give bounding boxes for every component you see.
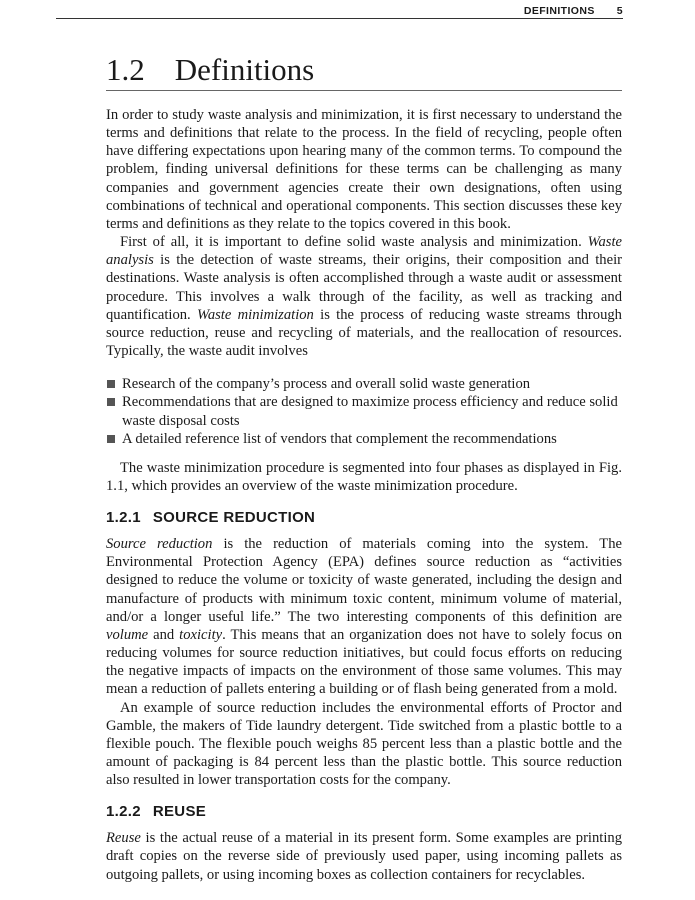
list-item-text: Research of the company’s process and overall solid waste generation — [122, 376, 531, 393]
source-reduction-paragraph-2: An example of source reduction includes the environmental efforts of Proctor and Gamble, the makers of Tide laundry detergent. Tide switched from a plastic bottle to a flexible pouch. The flexible pouch weighs 85 percent less than a plastic bottle and the amount of packaging is 84 percent less than the plastic bottle. This source reduction also resulted in lower transportation costs for the company. — [106, 699, 622, 789]
subsection-heading-source-reduction — [106, 509, 622, 527]
reuse-paragraph-1 — [106, 829, 622, 883]
intro-paragraph-3: The waste minimization procedure is segmented into four phases as displayed in Fig. 1.1, which provides an overview of the waste minimization procedure. — [106, 459, 622, 494]
square-bullet-icon — [107, 435, 115, 443]
text-run: . This means that an organization does not have to solely focus on reducing volumes for source reduction initiatives, but could focus efforts on reducing the negative impacts of impacts on the environment of those same volumes. This may mean a reduction of pallets entering a building or of flash being generated from a mold. — [106, 626, 622, 698]
page-number: 5 — [616, 5, 623, 17]
text-run: is the reduction of materials coming into the system. The Environmental Protection Agency (EPA) defines source reduction as “activities designed to reduce the volume or toxicity of waste generated, including the design and manufacture of products with minimum toxic content, minimum volume of material, and/or a longer useful life.” The two interesting components of this definition are — [106, 536, 622, 625]
subsection-number: 1.2.1 — [106, 509, 141, 527]
term-waste-minimization: Waste minimization — [197, 306, 314, 323]
source-reduction-paragraph-1 — [106, 535, 622, 698]
term-reuse: Reuse — [106, 830, 141, 847]
section-title: Definitions — [174, 52, 315, 87]
text-run: First of all, it is important to define solid waste analysis and minimization. — [120, 234, 588, 251]
term-toxicity: toxicity — [179, 626, 223, 643]
square-bullet-icon — [107, 398, 115, 406]
text-run: is the process of reducing waste streams through source reduction, reuse and recycling of materials, and the reallocation of resources. Typically, the waste audit involves — [106, 306, 622, 360]
subsection-number: 1.2.2 — [106, 803, 141, 821]
text-run: is the actual reuse of a material in its present form. Some examples are printing draft copies on the reverse side of previously used paper, using incoming pallets as outgoing pallets, or using incoming boxes as collection containers for recyclables. — [106, 830, 622, 883]
list-item-text: Recommendations that are designed to maximize process efficiency and reduce solid waste disposal costs — [122, 394, 618, 429]
subsection-title: REUSE — [152, 803, 207, 821]
list-item — [106, 375, 622, 393]
term-waste-analysis: Waste analysis — [106, 234, 622, 269]
running-title: DEFINITIONS — [523, 5, 595, 17]
term-source-reduction: Source reduction — [106, 536, 213, 553]
intro-paragraph-1: In order to study waste analysis and minimization, it is first necessary to understand the terms and definitions that relate to the process. In the field of recycling, people often have differing expectations upon hearing many of the common terms. To compound the problem, finding universal definitions for these terms can be challenging as many companies and government agencies create their own designations, often using combinations of technical and operational components. This section discusses these key terms and definitions as they relate to the topics covered in this book. — [106, 107, 622, 232]
section-number: 1.2 — [106, 52, 145, 87]
list-item — [106, 393, 622, 429]
section-body — [106, 106, 622, 884]
subsection-heading-reuse — [106, 803, 622, 821]
text-run: and — [148, 626, 180, 643]
square-bullet-icon — [107, 380, 115, 388]
page-content — [106, 52, 622, 884]
subsection-title: SOURCE REDUCTION — [152, 509, 316, 527]
term-volume: volume — [106, 626, 149, 643]
section-heading — [106, 52, 622, 91]
list-item — [106, 430, 622, 448]
running-header — [56, 4, 623, 19]
list-item-text: A detailed reference list of vendors that complement the recommendations — [122, 430, 557, 447]
text-run: is the detection of waste streams, their origins, their composition and their destinations. Waste analysis is often accomplished through a waste audit or assessment procedure. This involves a walk through of the facility, as well as tracking and quantification. — [106, 252, 622, 323]
audit-bullet-list — [106, 375, 622, 448]
intro-paragraph-2 — [106, 233, 622, 360]
